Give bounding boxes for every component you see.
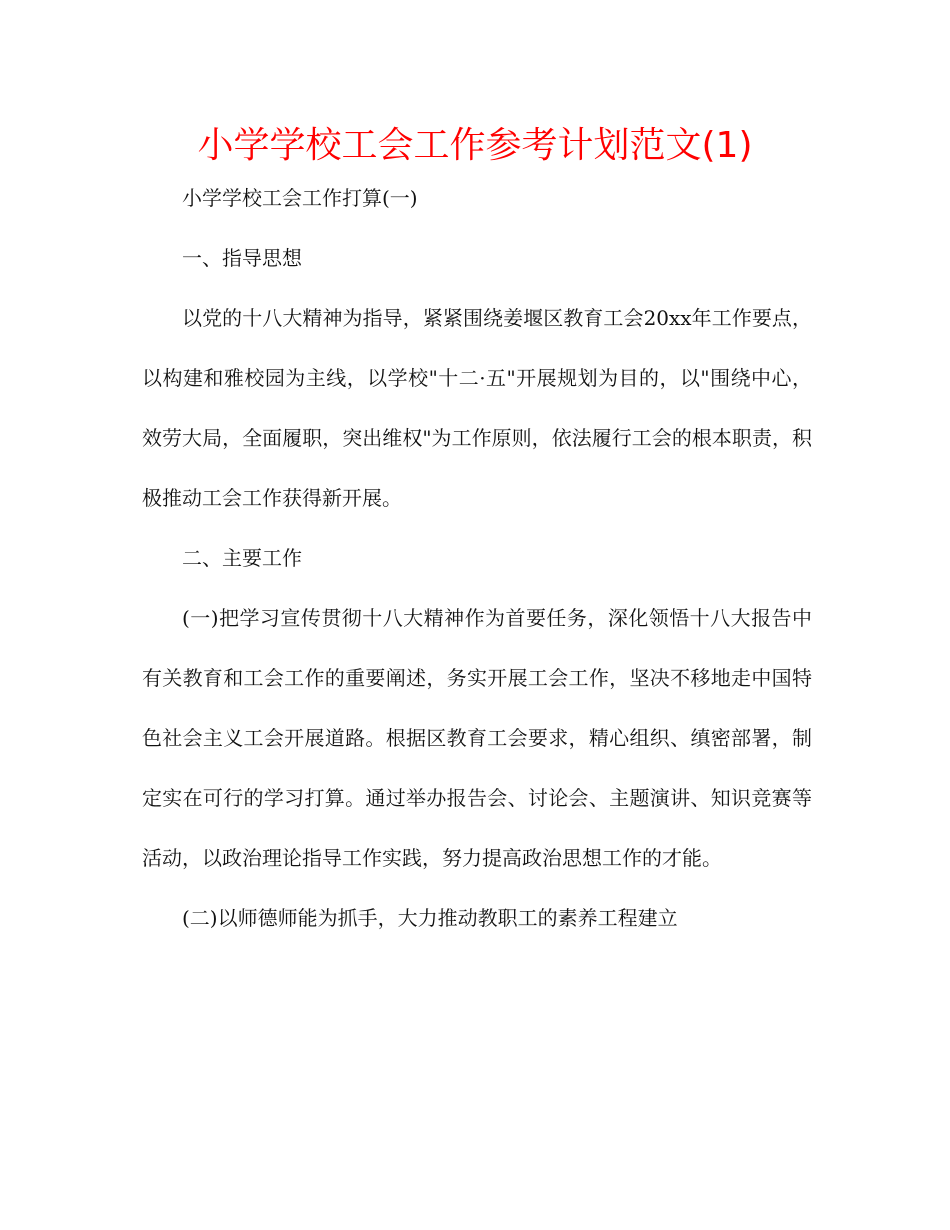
paragraph-main-work-2: (二)以师德师能为抓手，大力推动教职工的素养工程建立: [182, 906, 678, 930]
paragraph-plan-subtitle: 小学学校工会工作打算(一): [182, 186, 418, 210]
document-body: [142, 168, 812, 948]
paragraph-guiding-ideology: 以党的十八大精神为指导，紧紧围绕姜堰区教育工会20xx年工作要点，以构建和雅校园为主线，以学校"十二·五"开展规划为目的，以"围绕中心，效劳大局，全面履职，突出维权"为工作原则，依法履行工会的根本职责，积极推动工会工作获得新开展。: [142, 306, 812, 510]
document-title: 小学学校工会工作参考计划范文(1): [197, 125, 753, 166]
section-heading-guiding-ideology: 一、指导思想: [182, 246, 302, 270]
paragraph-main-work-1: (一)把学习宣传贯彻十八大精神作为首要任务，深化领悟十八大报告中有关教育和工会工作的重要阐述，务实开展工会工作，坚决不移地走中国特色社会主义工会开展道路。根据区教育工会要求，精心组织、缜密部署，制定实在可行的学习打算。通过举办报告会、讨论会、主题演讲、知识竞赛等活动，以政治理论指导工作实践，努力提高政治思想工作的才能。: [142, 606, 812, 870]
section-heading-main-work: 二、主要工作: [182, 546, 302, 570]
